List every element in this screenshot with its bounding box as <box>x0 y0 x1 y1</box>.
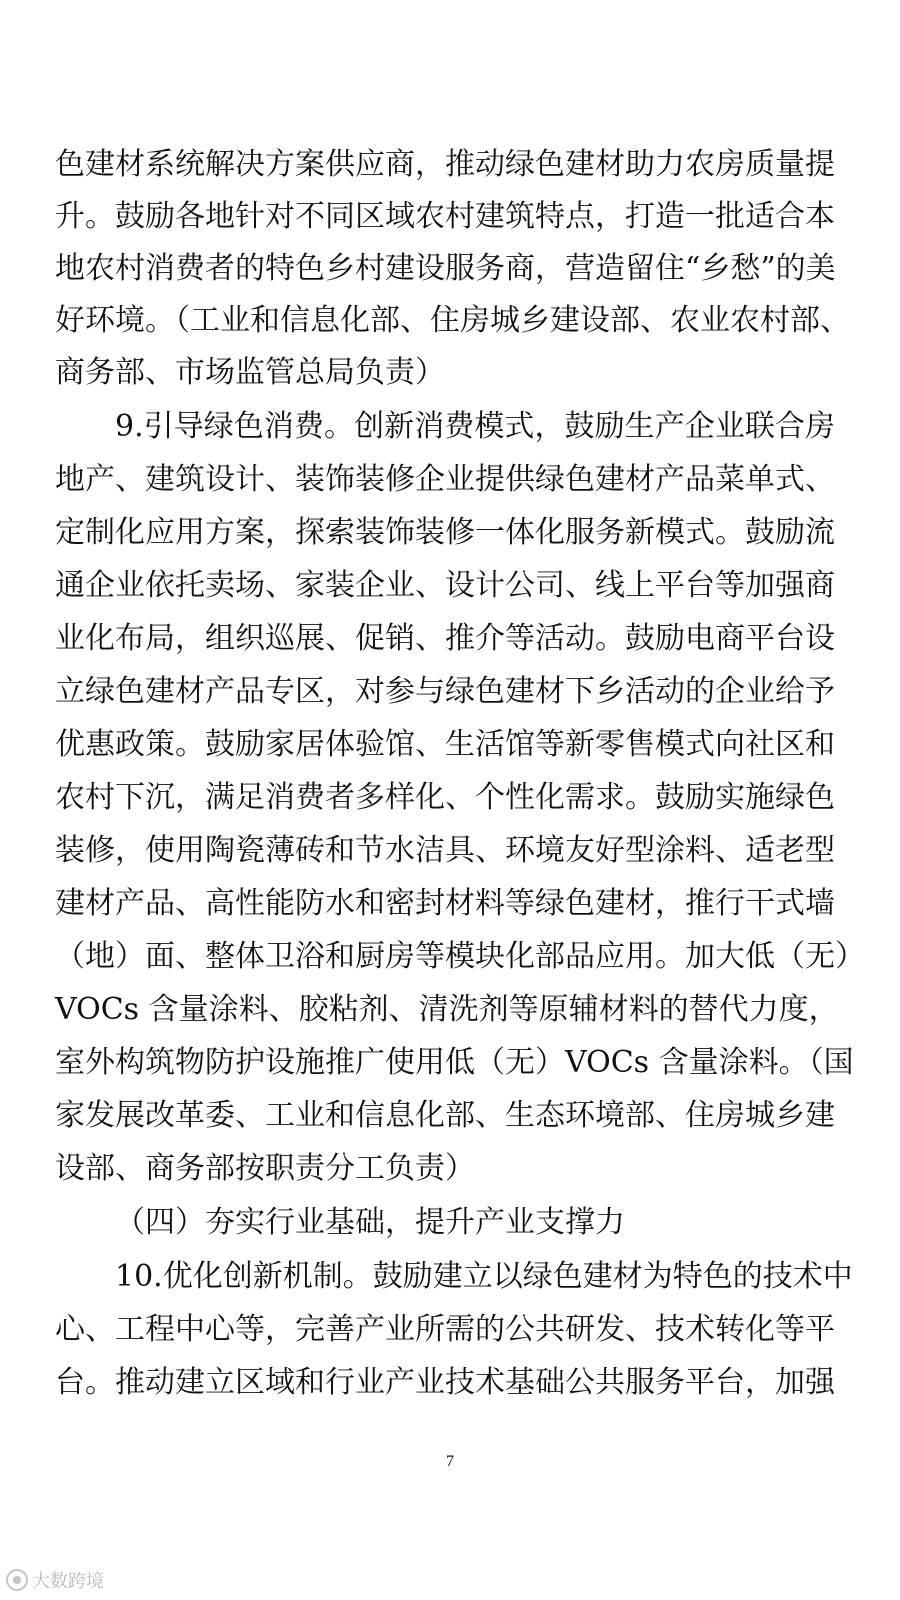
text-line: VOCs 含量涂料、胶粘剂、清洗剂等原辅材料的替代力度， <box>55 992 839 1027</box>
text-line: 建材产品、高性能防水和密封材料等绿色建材，推行干式墙 <box>55 886 835 921</box>
text-line: 地产、建筑设计、装饰装修企业提供绿色建材产品菜单式、 <box>55 462 835 497</box>
text-line: 色建材系统解决方案供应商，推动绿色建材助力农房质量提 <box>55 147 835 182</box>
text-line: 立绿色建材产品专区，对参与绿色建材下乡活动的企业给予 <box>55 674 835 709</box>
text-line: 优惠政策。鼓励家居体验馆、生活馆等新零售模式向社区和 <box>55 727 835 762</box>
text-line: 9.引导绿色消费。创新消费模式，鼓励生产企业联合房 <box>115 409 835 444</box>
text-line: 10.优化创新机制。鼓励建立以绿色建材为特色的技术中 <box>115 1259 853 1294</box>
text-line: 装修，使用陶瓷薄砖和节水洁具、环境友好型涂料、适老型 <box>55 833 835 868</box>
text-line: 家发展改革委、工业和信息化部、生态环境部、住房城乡建 <box>55 1098 835 1133</box>
text-line: 地农村消费者的特色乡村建设服务商，营造留住“乡愁”的美 <box>55 251 836 286</box>
section-heading: （四）夯实行业基础，提升产业支撑力 <box>115 1205 625 1240</box>
page-number: 7 <box>446 1453 454 1470</box>
watermark-text: 大数跨境 <box>32 1571 104 1592</box>
text-line: 设部、商务部按职责分工负责） <box>55 1151 475 1186</box>
watermark <box>6 1565 104 1595</box>
text-line: （地）面、整体卫浴和厨房等模块化部品应用。加大低（无） <box>55 939 865 974</box>
circle-logo-icon <box>6 1569 28 1591</box>
text-line: 升。鼓励各地针对不同区域农村建筑特点，打造一批适合本 <box>55 199 835 234</box>
text-line: 心、工程中心等，完善产业所需的公共研发、技术转化等平 <box>55 1312 835 1347</box>
text-line: 好环境。（工业和信息化部、住房城乡建设部、农业农村部、 <box>55 303 850 338</box>
text-line: 业化布局，组织巡展、促销、推介等活动。鼓励电商平台设 <box>55 621 835 656</box>
text-line: 通企业依托卖场、家装企业、设计公司、线上平台等加强商 <box>55 568 835 603</box>
text-line: 室外构筑物防护设施推广使用低（无）VOCs 含量涂料。（国 <box>55 1045 854 1080</box>
text-line: 农村下沉，满足消费者多样化、个性化需求。鼓励实施绿色 <box>55 780 835 815</box>
text-line: 商务部、市场监管总局负责） <box>55 355 445 390</box>
text-line: 台。推动建立区域和行业产业技术基础公共服务平台，加强 <box>55 1365 835 1400</box>
text-line: 定制化应用方案，探索装饰装修一体化服务新模式。鼓励流 <box>55 515 835 550</box>
